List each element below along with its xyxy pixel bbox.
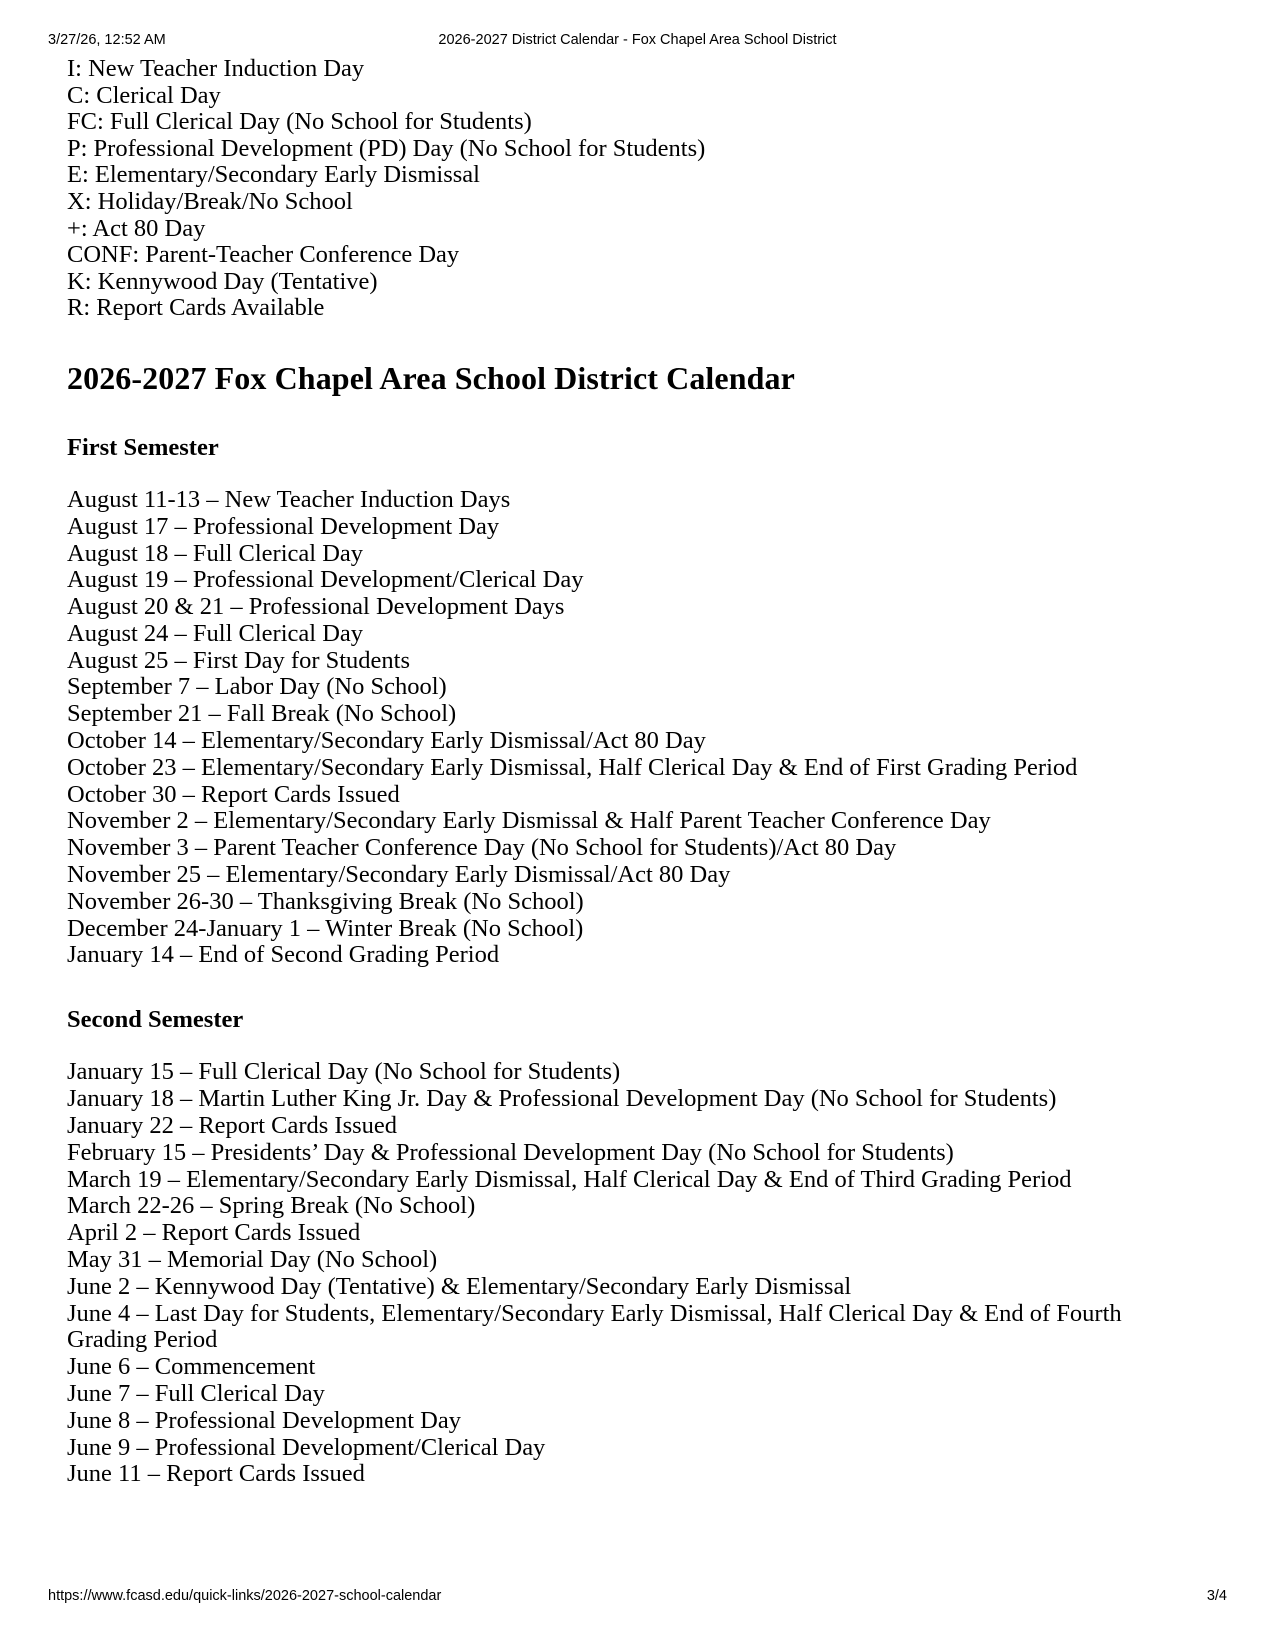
print-header-timestamp: 3/27/26, 12:52 AM — [48, 32, 166, 48]
calendar-event: June 8 – Professional Development Day — [67, 1406, 461, 1434]
print-header-title: 2026-2027 District Calendar - Fox Chapel Area School District — [438, 32, 837, 48]
calendar-event: February 15 – Presidents’ Day & Professional Development Day (No School for Students) — [67, 1138, 954, 1166]
calendar-event: October 14 – Elementary/Secondary Early Dismissal/Act 80 Day — [67, 727, 706, 755]
calendar-event: October 23 – Elementary/Secondary Early Dismissal, Half Clerical Day & End of First Grading Period — [67, 753, 1078, 781]
calendar-event: August 19 – Professional Development/Clerical Day — [67, 566, 584, 594]
calendar-event: August 11-13 – New Teacher Induction Days — [67, 485, 511, 513]
calendar-event: December 24-January 1 – Winter Break (No School) — [67, 914, 584, 942]
calendar-event: August 18 – Full Clerical Day — [67, 539, 364, 567]
calendar-event: January 15 – Full Clerical Day (No School for Students) — [67, 1058, 621, 1086]
legend-item: FC: Full Clerical Day (No School for Students) — [67, 108, 532, 136]
calendar-event: November 25 – Elementary/Secondary Early Dismissal/Act 80 Day — [67, 861, 731, 889]
calendar-event: March 19 – Elementary/Secondary Early Dismissal, Half Clerical Day & End of Third Grading Period — [67, 1165, 1072, 1193]
calendar-event: November 26-30 – Thanksgiving Break (No School) — [67, 887, 584, 915]
calendar-event: June 9 – Professional Development/Clerical Day — [67, 1433, 546, 1461]
legend-item: P: Professional Development (PD) Day (No School for Students) — [67, 134, 706, 162]
section-heading-second-semester: Second Semester — [67, 1006, 244, 1034]
legend-item: E: Elementary/Secondary Early Dismissal — [67, 161, 480, 189]
print-footer-url: https://www.fcasd.edu/quick-links/2026-2027-school-calendar — [48, 1588, 442, 1604]
print-footer — [0, 1586, 1275, 1606]
calendar-event: June 4 – Last Day for Students, Elementary/Secondary Early Dismissal, Half Clerical Day & End of Fourth Grading Period — [67, 1299, 1122, 1354]
section-heading-first-semester: First Semester — [67, 433, 219, 461]
page-title: 2026-2027 Fox Chapel Area School District Calendar — [67, 359, 795, 396]
calendar-event: June 6 – Commencement — [67, 1353, 316, 1381]
calendar-event: September 7 – Labor Day (No School) — [67, 673, 447, 701]
calendar-event: August 17 – Professional Development Day — [67, 512, 500, 540]
calendar-event: November 3 – Parent Teacher Conference Day (No School for Students)/Act 80 Day — [67, 834, 897, 862]
legend-item: X: Holiday/Break/No School — [67, 187, 353, 215]
calendar-event: June 7 – Full Clerical Day — [67, 1379, 325, 1407]
calendar-event: April 2 – Report Cards Issued — [67, 1219, 361, 1247]
calendar-event: October 30 – Report Cards Issued — [67, 780, 400, 808]
legend-item: R: Report Cards Available — [67, 294, 325, 322]
calendar-event: January 22 – Report Cards Issued — [67, 1112, 398, 1140]
calendar-legend — [67, 56, 1167, 322]
print-header — [0, 30, 1275, 50]
calendar-event: May 31 – Memorial Day (No School) — [67, 1246, 438, 1273]
calendar-event: June 11 – Report Cards Issued — [67, 1460, 365, 1488]
print-footer-page-number: 3/4 — [1206, 1588, 1227, 1604]
calendar-event: August 25 – First Day for Students — [67, 646, 410, 674]
legend-item: C: Clerical Day — [67, 81, 221, 109]
calendar-event: January 14 – End of Second Grading Period — [67, 941, 500, 969]
calendar-event: November 2 – Elementary/Secondary Early Dismissal & Half Parent Teacher Conference Day — [67, 807, 991, 835]
calendar-event: January 18 – Martin Luther King Jr. Day & Professional Development Day (No School for Students) — [67, 1085, 1057, 1113]
calendar-event: September 21 – Fall Break (No School) — [67, 700, 457, 728]
calendar-event: August 20 & 21 – Professional Development Days — [67, 593, 565, 621]
legend-item: I: New Teacher Induction Day — [67, 55, 365, 82]
page-content — [67, 56, 1167, 1488]
calendar-event: March 22-26 – Spring Break (No School) — [67, 1192, 476, 1220]
calendar-event: August 24 – Full Clerical Day — [67, 619, 364, 647]
event-list-first-semester — [67, 487, 1167, 969]
legend-item: K: Kennywood Day (Tentative) — [67, 267, 378, 295]
legend-item: CONF: Parent-Teacher Conference Day — [67, 241, 460, 269]
legend-item: +: Act 80 Day — [67, 214, 206, 242]
calendar-event: June 2 – Kennywood Day (Tentative) & Elementary/Secondary Early Dismissal — [67, 1272, 852, 1300]
event-list-second-semester — [67, 1059, 1167, 1488]
